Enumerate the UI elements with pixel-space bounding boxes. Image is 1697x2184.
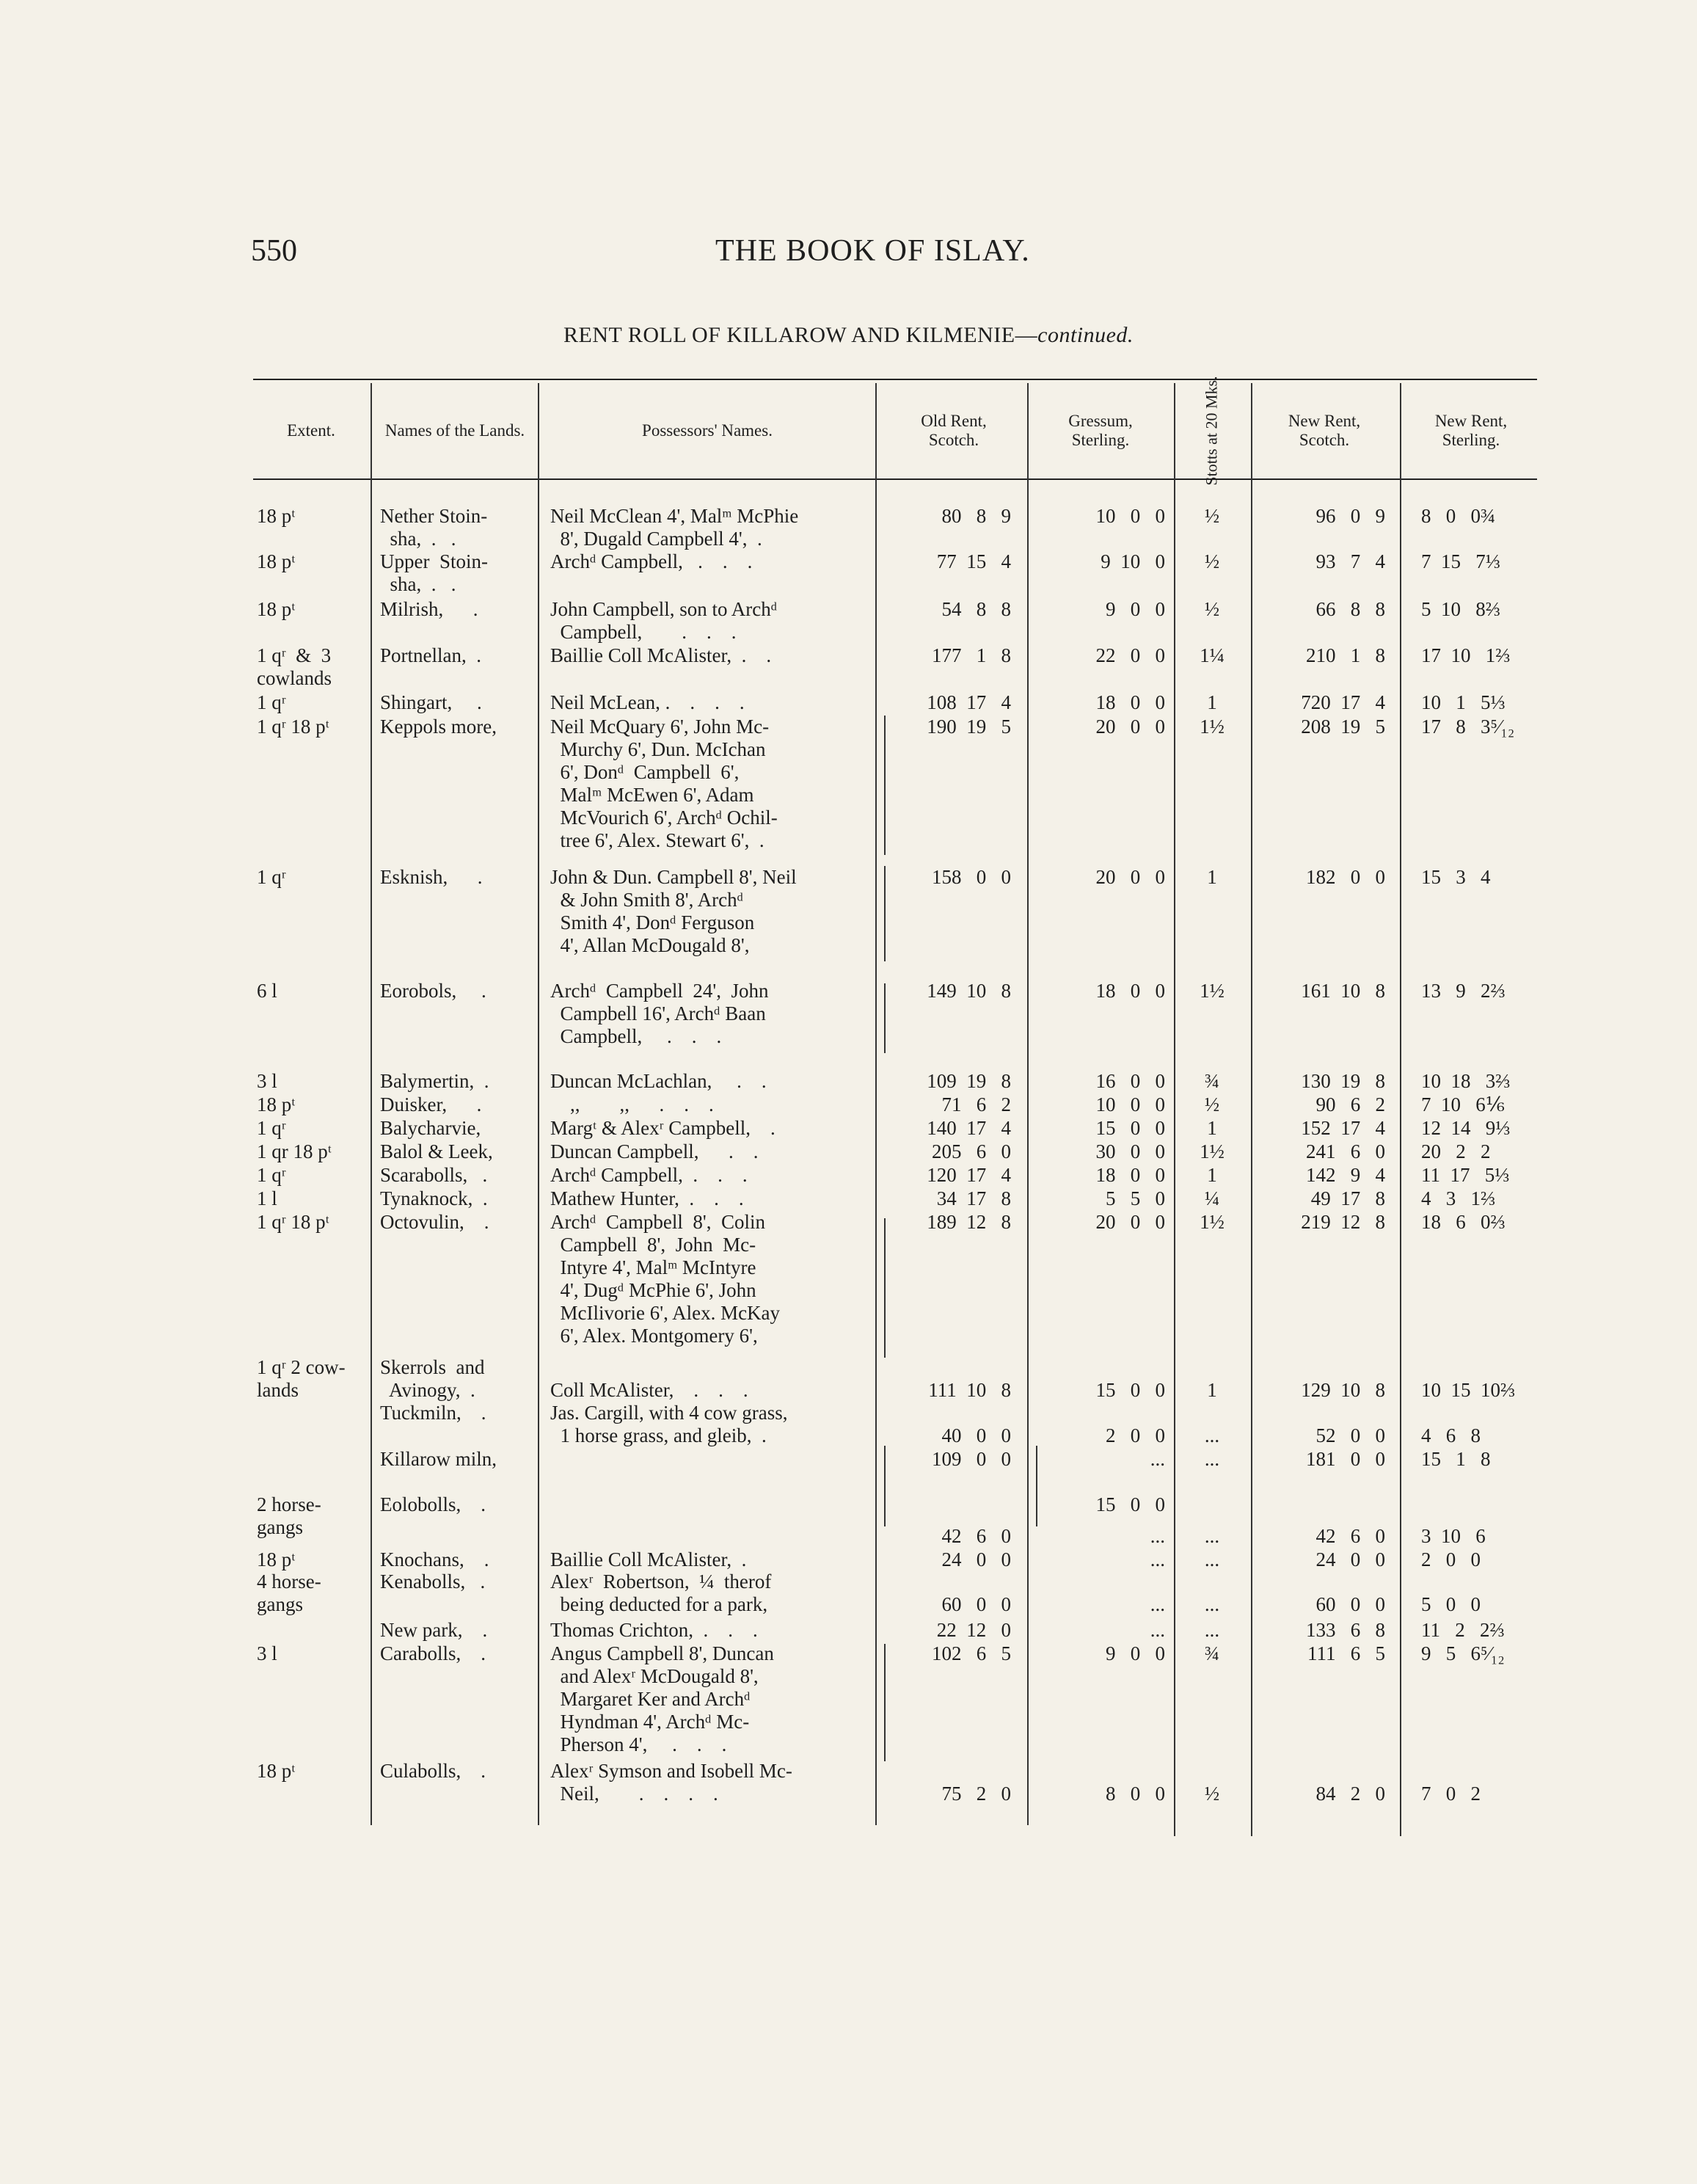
possessors-cell: Duncan Campbell, . . xyxy=(550,1140,759,1162)
new-rent-scotch-cell: 90 6 2 xyxy=(1315,1093,1385,1115)
col-new-rent-sterling: New Rent, Sterling. xyxy=(1434,412,1508,449)
possessors-cell: Thomas Crichton, . . . xyxy=(550,1619,758,1641)
extent-cell: 1 qʳ 18 pᵗ xyxy=(257,716,329,738)
new-rent-scotch-cell: 24 0 0 xyxy=(1315,1548,1385,1570)
possessors-cell: Alexʳ Robertson, ¼ therof being deducted for a park, xyxy=(550,1570,772,1615)
old-rent-cell: 42 6 0 xyxy=(941,1525,1011,1547)
gressum-cell: 15 0 0 xyxy=(1095,1117,1165,1139)
gressum-cell: 2 0 0 xyxy=(1106,1424,1165,1446)
stotts-cell: ... xyxy=(1204,1548,1220,1570)
land-name-cell: Duisker, . xyxy=(380,1093,482,1115)
land-name-cell: Milrish, . xyxy=(380,598,478,620)
new-rent-sterling-cell: 5 0 0 xyxy=(1421,1593,1481,1615)
possessors-cell: Baillie Coll McAlister, . xyxy=(550,1548,747,1570)
new-rent-sterling-cell: 5 10 8⅔ xyxy=(1421,598,1500,620)
stotts-cell: 1 xyxy=(1207,1164,1217,1186)
col-lands: Names of the Lands. xyxy=(384,421,525,440)
divider-lands xyxy=(538,383,539,1825)
land-name-cell: Scarabolls, . xyxy=(380,1164,488,1186)
land-name-cell: Carabolls, . xyxy=(380,1642,486,1664)
gressum-cell: 10 0 0 xyxy=(1095,1093,1165,1115)
old-rent-cell: 205 6 0 xyxy=(932,1140,1011,1162)
stotts-cell: ½ xyxy=(1204,598,1220,620)
land-name-cell: Octovulin, . xyxy=(380,1211,489,1233)
old-rent-cell: 158 0 0 xyxy=(932,866,1011,888)
gressum-cell: 8 0 0 xyxy=(1106,1783,1165,1805)
land-name-cell: Keppols more, xyxy=(380,716,497,738)
col-gressum: Gressum, Sterling. xyxy=(1068,412,1133,449)
extent-cell: 1 qʳ xyxy=(257,691,286,713)
new-rent-sterling-cell: 13 9 2⅔ xyxy=(1421,980,1506,1002)
gressum-cell: 20 0 0 xyxy=(1095,716,1165,738)
stotts-cell: ½ xyxy=(1204,1093,1220,1115)
gressum-cell: 9 10 0 xyxy=(1101,550,1165,572)
possessors-cell: John & Dun. Campbell 8', Neil & John Smith 8', Archᵈ Smith 4', Donᵈ Ferguson 4', Allan McDougald 8', xyxy=(550,866,797,956)
gressum-cell: ... xyxy=(1150,1525,1165,1547)
new-rent-scotch-cell: 111 6 5 xyxy=(1307,1642,1385,1664)
possessors-cell: Neil McQuary 6', John Mc- Murchy 6', Dun. McIchan 6', Donᵈ Campbell 6', Malᵐ McEwen 6', Adam McVourich 6', Archᵈ Ochil- tree 6', Alex. Stewart 6', . xyxy=(550,716,778,851)
extent-cell: 1 qʳ 18 pᵗ xyxy=(257,1211,329,1233)
extent-cell: 18 pᵗ xyxy=(257,505,296,527)
gressum-cell: 18 0 0 xyxy=(1095,1164,1165,1186)
possessors-cell: Duncan McLachlan, . . xyxy=(550,1070,767,1092)
new-rent-sterling-cell: 4 6 8 xyxy=(1421,1424,1481,1446)
extent-cell: 3 l xyxy=(257,1070,277,1092)
brace-esknish xyxy=(884,866,891,961)
new-rent-scotch-cell: 152 17 4 xyxy=(1301,1117,1385,1139)
old-rent-cell: 80 8 9 xyxy=(941,505,1011,527)
land-name-cell: Upper Stoin- sha, . . xyxy=(380,550,488,595)
divider-possessors xyxy=(875,383,877,1825)
old-rent-cell: 109 19 8 xyxy=(927,1070,1011,1092)
stotts-cell: ... xyxy=(1204,1525,1220,1547)
new-rent-scotch-cell: 93 7 4 xyxy=(1315,550,1385,572)
stotts-cell: 1½ xyxy=(1200,980,1225,1002)
extent-cell: 18 pᵗ xyxy=(257,1548,296,1570)
divider-extent xyxy=(371,383,372,1825)
book-title: THE BOOK OF ISLAY. xyxy=(715,234,1030,268)
rent-roll-title-suffix: continued. xyxy=(1037,323,1134,347)
land-name-cell: Kenabolls, . xyxy=(380,1570,486,1592)
col-possessors: Possessors' Names. xyxy=(642,421,773,440)
stotts-cell: ... xyxy=(1204,1593,1220,1615)
stotts-cell: 1½ xyxy=(1200,1211,1225,1233)
table-top-rule xyxy=(253,379,1537,380)
new-rent-scotch-cell: 49 17 8 xyxy=(1310,1187,1385,1209)
gressum-cell: 20 0 0 xyxy=(1095,866,1165,888)
possessors-cell: Neil McLean, . . . . xyxy=(550,691,745,713)
brace-gressum-miln xyxy=(1036,1446,1043,1526)
stotts-cell: 1 xyxy=(1207,691,1217,713)
stotts-cell: ½ xyxy=(1204,1783,1220,1805)
new-rent-sterling-cell: 7 15 7⅓ xyxy=(1421,550,1500,572)
old-rent-cell: 60 0 0 xyxy=(941,1593,1011,1615)
old-rent-cell: 22 12 0 xyxy=(936,1619,1011,1641)
possessors-cell: Jas. Cargill, with 4 cow grass, 1 horse grass, and gleib, . xyxy=(550,1402,788,1446)
possessors-cell: Archᵈ Campbell, . . . xyxy=(550,1164,748,1186)
new-rent-sterling-cell: 4 3 1⅔ xyxy=(1421,1187,1496,1209)
land-name-cell: Knochans, . xyxy=(380,1548,489,1570)
gressum-cell: 16 0 0 xyxy=(1095,1070,1165,1092)
old-rent-cell: 189 12 8 xyxy=(927,1211,1011,1233)
old-rent-cell: 109 0 0 xyxy=(932,1448,1011,1470)
possessors-cell: Coll McAlister, . . . xyxy=(550,1379,748,1401)
new-rent-sterling-cell: 12 14 9⅓ xyxy=(1421,1117,1511,1139)
new-rent-sterling-cell: 11 2 2⅔ xyxy=(1421,1619,1505,1641)
gressum-cell: 18 0 0 xyxy=(1095,980,1165,1002)
brace-killarow-miln xyxy=(884,1446,891,1526)
stotts-cell: ½ xyxy=(1204,550,1220,572)
gressum-cell: ... xyxy=(1150,1593,1165,1615)
possessors-cell: John Campbell, son to Archᵈ Campbell, . . . xyxy=(550,598,778,643)
new-rent-scotch-cell: 219 12 8 xyxy=(1301,1211,1385,1233)
gressum-cell: 10 0 0 xyxy=(1095,505,1165,527)
new-rent-sterling-cell: 15 3 4 xyxy=(1421,866,1491,888)
possessors-cell: Alexʳ Symson and Isobell Mc- Neil, . . . . xyxy=(550,1760,792,1805)
land-name-cell: Esknish, . xyxy=(380,866,483,888)
gressum-cell: ... xyxy=(1150,1548,1165,1570)
old-rent-cell: 120 17 4 xyxy=(927,1164,1011,1186)
new-rent-sterling-cell: 17 8 3⁵⁄₁₂ xyxy=(1421,716,1515,738)
table-header-rule xyxy=(253,478,1537,480)
possessors-cell: Archᵈ Campbell 8', Colin Campbell 8', John Mc- Intyre 4', Malᵐ McIntyre 4', Dugᵈ McPhie 6', John McIlivorie 6', Alex. McKay 6', Alex. Montgomery 6', xyxy=(550,1211,781,1347)
possessors-cell: Margᵗ & Alexʳ Campbell, . xyxy=(550,1117,775,1139)
old-rent-cell: 102 6 5 xyxy=(932,1642,1011,1664)
possessors-cell: Angus Campbell 8', Duncan and Alexʳ McDougald 8', Margaret Ker and Archᵈ Hyndman 4', Archᵈ Mc- Pherson 4', . . . xyxy=(550,1642,774,1755)
land-name-cell: Eorobols, . xyxy=(380,980,486,1002)
land-name-cell: Killarow miln, xyxy=(380,1448,497,1470)
new-rent-scotch-cell: 52 0 0 xyxy=(1315,1424,1385,1446)
land-name-cell: Balymertin, . xyxy=(380,1070,489,1092)
new-rent-scotch-cell: 129 10 8 xyxy=(1301,1379,1385,1401)
extent-cell: 1 l xyxy=(257,1187,277,1209)
old-rent-cell: 108 17 4 xyxy=(927,691,1011,713)
land-name-cell: Nether Stoin- sha, . . xyxy=(380,505,488,550)
brace-keppols xyxy=(884,716,891,855)
land-name-cell: Eolobolls, . xyxy=(380,1493,486,1515)
brace-eorobols xyxy=(884,983,891,1053)
col-old-rent: Old Rent, Scotch. xyxy=(921,412,987,449)
new-rent-sterling-cell: 10 1 5⅓ xyxy=(1421,691,1506,713)
new-rent-scotch-cell: 161 10 8 xyxy=(1301,980,1385,1002)
brace-carabolls xyxy=(884,1644,891,1761)
extent-cell: 1 qʳ xyxy=(257,1117,286,1139)
stotts-cell: ¾ xyxy=(1204,1070,1220,1092)
gressum-cell: 22 0 0 xyxy=(1095,644,1165,666)
old-rent-cell: 177 1 8 xyxy=(932,644,1011,666)
old-rent-cell: 111 10 8 xyxy=(928,1379,1011,1401)
new-rent-scotch-cell: 96 0 9 xyxy=(1315,505,1385,527)
gressum-cell: 15 0 0 xyxy=(1095,1493,1165,1515)
stotts-cell: 1½ xyxy=(1200,716,1225,738)
land-name-cell: Tynaknock, . xyxy=(380,1187,488,1209)
extent-cell: 3 l xyxy=(257,1642,277,1664)
extent-cell: 1 qr 18 pᵗ xyxy=(257,1140,332,1162)
extent-cell: 2 horse- gangs xyxy=(257,1493,321,1538)
stotts-cell: ¼ xyxy=(1204,1187,1220,1209)
land-name-cell: Culabolls, . xyxy=(380,1760,486,1782)
old-rent-cell: 40 0 0 xyxy=(941,1424,1011,1446)
new-rent-scotch-cell: 182 0 0 xyxy=(1306,866,1385,888)
extent-cell: 18 pᵗ xyxy=(257,550,296,572)
new-rent-scotch-cell: 42 6 0 xyxy=(1315,1525,1385,1547)
extent-cell: 18 pᵗ xyxy=(257,1760,296,1782)
stotts-cell: ¾ xyxy=(1204,1642,1220,1664)
new-rent-scotch-cell: 181 0 0 xyxy=(1306,1448,1385,1470)
new-rent-sterling-cell: 18 6 0⅔ xyxy=(1421,1211,1506,1233)
stotts-cell: ... xyxy=(1204,1424,1220,1446)
possessors-cell: Mathew Hunter, . . . xyxy=(550,1187,744,1209)
new-rent-sterling-cell: 15 1 8 xyxy=(1421,1448,1491,1470)
gressum-cell: ... xyxy=(1150,1619,1165,1641)
col-stotts-label: Stotts at 20 Mks. xyxy=(1203,376,1222,486)
new-rent-sterling-cell: 11 17 5⅓ xyxy=(1421,1164,1510,1186)
stotts-cell: ... xyxy=(1204,1448,1220,1470)
stotts-cell: 1 xyxy=(1207,866,1217,888)
stotts-cell: 1 xyxy=(1207,1379,1217,1401)
gressum-cell: 30 0 0 xyxy=(1095,1140,1165,1162)
gressum-cell: 9 0 0 xyxy=(1106,598,1165,620)
extent-cell: 1 qʳ 2 cow- lands xyxy=(257,1356,346,1401)
possessors-cell: ,, ,, . . . xyxy=(550,1093,714,1115)
land-name-cell: Balycharvie, xyxy=(380,1117,481,1139)
rent-roll-title xyxy=(0,323,1697,348)
new-rent-sterling-cell: 10 15 10⅔ xyxy=(1421,1379,1516,1401)
new-rent-scotch-cell: 142 9 4 xyxy=(1306,1164,1385,1186)
land-name-cell: Portnellan, . xyxy=(380,644,481,666)
old-rent-cell: 140 17 4 xyxy=(927,1117,1011,1139)
brace-octovulin xyxy=(884,1218,891,1358)
old-rent-cell: 54 8 8 xyxy=(941,598,1011,620)
extent-cell: 1 qʳ & 3 cowlands xyxy=(257,644,332,689)
extent-cell: 18 pᵗ xyxy=(257,598,296,620)
gressum-cell: ... xyxy=(1150,1448,1165,1470)
new-rent-scotch-cell: 208 19 5 xyxy=(1301,716,1385,738)
possessors-cell: Baillie Coll McAlister, . . xyxy=(550,644,772,666)
new-rent-scotch-cell: 130 19 8 xyxy=(1301,1070,1385,1092)
new-rent-sterling-cell: 7 0 2 xyxy=(1421,1783,1481,1805)
divider-stotts xyxy=(1251,383,1252,1836)
gressum-cell: 15 0 0 xyxy=(1095,1379,1165,1401)
old-rent-cell: 77 15 4 xyxy=(936,550,1011,572)
extent-cell: 18 pᵗ xyxy=(257,1093,296,1115)
new-rent-sterling-cell: 9 5 6⁵⁄₁₂ xyxy=(1421,1642,1505,1664)
extent-cell: 1 qʳ xyxy=(257,1164,286,1186)
new-rent-scotch-cell: 84 2 0 xyxy=(1315,1783,1385,1805)
stotts-cell: ... xyxy=(1204,1619,1220,1641)
possessors-cell: Neil McClean 4', Malᵐ McPhie 8', Dugald Campbell 4', . xyxy=(550,505,799,550)
divider-gressum xyxy=(1174,383,1175,1836)
stotts-cell: ½ xyxy=(1204,505,1220,527)
old-rent-cell: 24 0 0 xyxy=(941,1548,1011,1570)
new-rent-sterling-cell: 20 2 2 xyxy=(1421,1140,1491,1162)
stotts-cell: 1 xyxy=(1207,1117,1217,1139)
gressum-cell: 20 0 0 xyxy=(1095,1211,1165,1233)
new-rent-scotch-cell: 720 17 4 xyxy=(1301,691,1385,713)
land-name-cell: Skerrols and Avinogy, . xyxy=(380,1356,485,1401)
new-rent-scotch-cell: 66 8 8 xyxy=(1315,598,1385,620)
stotts-cell: 1¼ xyxy=(1200,644,1225,666)
new-rent-sterling-cell: 2 0 0 xyxy=(1421,1548,1481,1570)
new-rent-sterling-cell: 7 10 6⅙ xyxy=(1421,1093,1505,1115)
new-rent-scotch-cell: 133 6 8 xyxy=(1306,1619,1385,1641)
new-rent-sterling-cell: 8 0 0¾ xyxy=(1421,505,1496,527)
gressum-cell: 18 0 0 xyxy=(1095,691,1165,713)
new-rent-sterling-cell: 10 18 3⅔ xyxy=(1421,1070,1511,1092)
possessors-cell: Archᵈ Campbell 24', John Campbell 16', Archᵈ Baan Campbell, . . . xyxy=(550,980,769,1047)
col-stotts xyxy=(1175,376,1249,486)
new-rent-sterling-cell: 3 10 6 xyxy=(1421,1525,1486,1547)
old-rent-cell: 75 2 0 xyxy=(941,1783,1011,1805)
rent-roll-title-main: RENT ROLL OF KILLAROW AND KILMENIE— xyxy=(563,323,1038,347)
land-name-cell: Balol & Leek, xyxy=(380,1140,493,1162)
extent-cell: 6 l xyxy=(257,980,277,1002)
extent-cell: 4 horse- gangs xyxy=(257,1570,321,1615)
gressum-cell: 5 5 0 xyxy=(1106,1187,1165,1209)
land-name-cell: New park, . xyxy=(380,1619,488,1641)
old-rent-cell: 149 10 8 xyxy=(927,980,1011,1002)
gressum-cell: 9 0 0 xyxy=(1106,1642,1165,1664)
new-rent-scotch-cell: 241 6 0 xyxy=(1306,1140,1385,1162)
possessors-cell: Archᵈ Campbell, . . . xyxy=(550,550,753,572)
extent-cell: 1 qʳ xyxy=(257,866,286,888)
new-rent-scotch-cell: 60 0 0 xyxy=(1315,1593,1385,1615)
col-extent: Extent. xyxy=(287,421,335,440)
new-rent-scotch-cell: 210 1 8 xyxy=(1306,644,1385,666)
new-rent-sterling-cell: 17 10 1⅔ xyxy=(1421,644,1511,666)
stotts-cell: 1½ xyxy=(1200,1140,1225,1162)
col-new-rent-scotch: New Rent, Scotch. xyxy=(1288,412,1361,449)
land-name-cell: Tuckmiln, . xyxy=(380,1402,486,1424)
old-rent-cell: 190 19 5 xyxy=(927,716,1011,738)
old-rent-cell: 71 6 2 xyxy=(941,1093,1011,1115)
land-name-cell: Shingart, . xyxy=(380,691,482,713)
old-rent-cell: 34 17 8 xyxy=(936,1187,1011,1209)
page-number: 550 xyxy=(251,234,297,268)
